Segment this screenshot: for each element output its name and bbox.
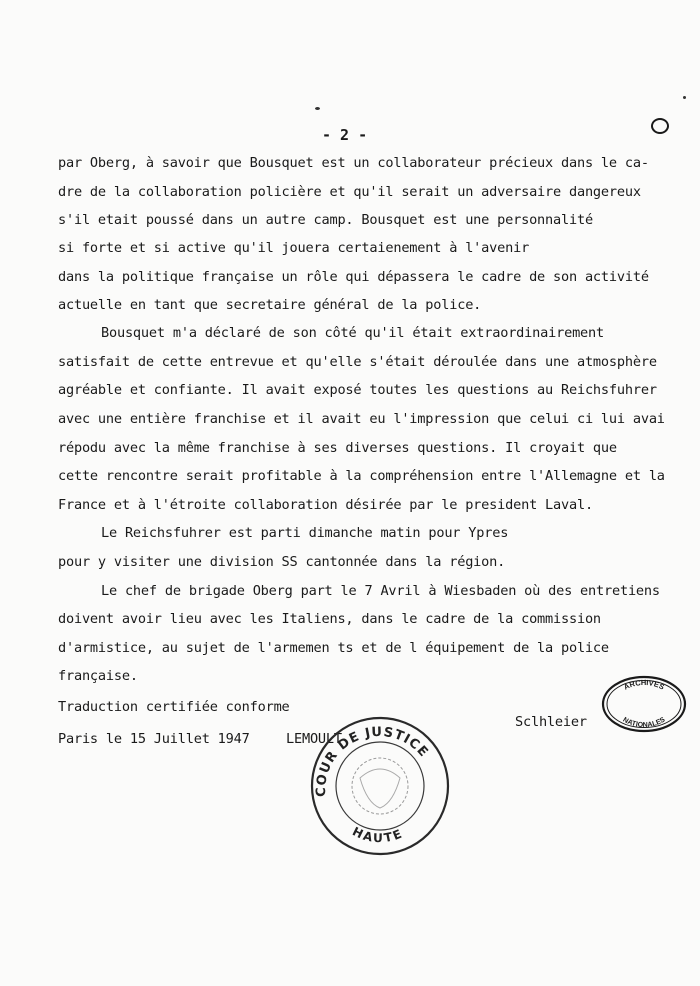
translator-name: LEMOULT — [286, 731, 342, 747]
svg-text:HAUTE — [350, 824, 405, 845]
body-line: France et à l'étroite collaboration désirée par le president Laval. — [58, 497, 593, 513]
signature: Sclhleier — [515, 714, 587, 730]
body-line: doivent avoir lieu avec les Italiens, dans le cadre de la commission — [58, 611, 601, 627]
body-line: répodu avec la même franchise à ses diverses questions. Il croyait que — [58, 440, 617, 456]
body-line: par Oberg, à savoir que Bousquet est un collaborateur précieux dans le ca- — [58, 155, 649, 171]
svg-text:ARCHIVES — [622, 678, 666, 692]
body-line: actuelle en tant que secretaire général de la police. — [58, 297, 482, 313]
body-line: dans la politique française un rôle qui dépassera le cadre de son activité — [58, 269, 649, 285]
body-line: cette rencontre serait profitable à la compréhension entre l'Allemagne et la — [58, 468, 665, 484]
body-line: française. — [58, 668, 138, 684]
ink-speck — [315, 107, 320, 110]
body-line: d'armistice, au sujet de l'armemen ts et de l équipement de la police — [58, 640, 609, 656]
body-line: Le chef de brigade Oberg part le 7 Avril à Wiesbaden où des entretiens — [101, 583, 660, 599]
page-number: - 2 - — [322, 126, 368, 144]
body-line: pour y visiter une division SS cantonnée dans la région. — [58, 554, 506, 570]
certification-line: Traduction certifiée conforme — [58, 699, 290, 715]
body-line: satisfait de cette entrevue et qu'elle s'était déroulée dans une atmosphère — [58, 354, 657, 370]
body-line: Le Reichsfuhrer est parti dimanche matin pour Ypres — [101, 525, 509, 541]
seal-label: HAUTE — [350, 824, 406, 846]
ink-speck — [683, 96, 686, 99]
body-line: avec une entière franchise et il avait eu l'impression que celui ci lui avai — [58, 411, 665, 427]
body-line: si forte et si active qu'il jouera certaienement à l'avenir — [58, 240, 530, 256]
archives-nationales-stamp — [601, 674, 687, 734]
stamp-label: ARCHIVES — [622, 677, 666, 692]
haute-cour-de-justice-seal — [305, 708, 455, 863]
stamp-label: NATIONALES — [621, 716, 667, 730]
svg-text:COUR DE JUSTICE — [314, 725, 431, 797]
place-date-line: Paris le 15 Juillet 1947 — [58, 731, 250, 747]
body-line: dre de la collaboration policière et qu'il serait un adversaire dangereux — [58, 184, 641, 200]
circle-mark-icon — [651, 118, 669, 134]
body-line: Bousquet m'a déclaré de son côté qu'il était extraordinairement — [101, 325, 605, 341]
body-line: agréable et confiante. Il avait exposé toutes les questions au Reichsfuhrer — [58, 382, 657, 398]
body-line: s'il etait poussé dans un autre camp. Bousquet est une personnalité — [58, 212, 593, 228]
svg-text:NATIONALES — [622, 716, 667, 729]
seal-label: COUR DE JUSTICE — [314, 724, 432, 797]
